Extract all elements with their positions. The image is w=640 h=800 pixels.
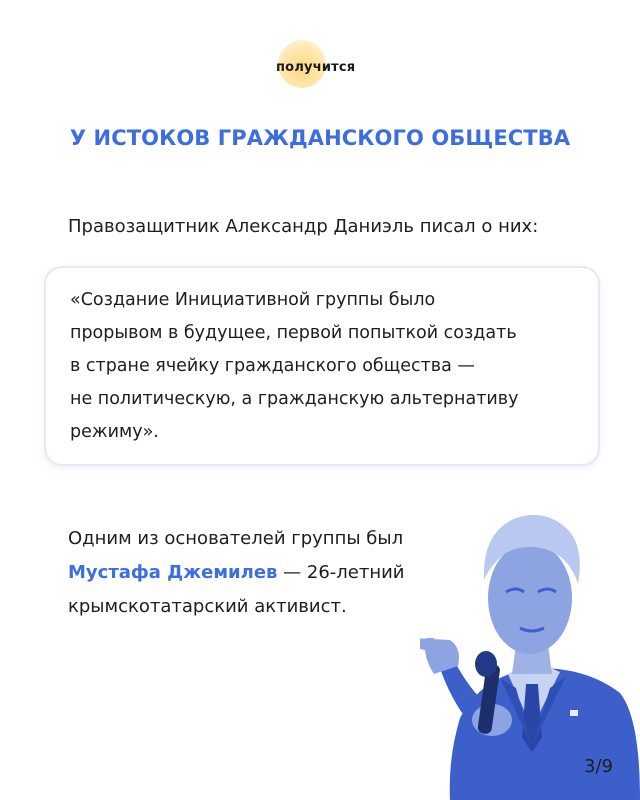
page-number: 3/9 [584, 756, 613, 777]
quote-line: режиму». [70, 422, 159, 442]
quote-line: прорывом в будущее, первой попыткой создать [70, 323, 517, 343]
logo-text: получится [276, 60, 356, 75]
quote-line: «Создание Инициативной группы было [70, 290, 436, 310]
founder-line-3: крымскотатарский активист. [68, 596, 347, 617]
microphone-head [475, 651, 497, 677]
page-title: У ИСТОКОВ ГРАЖДАНСКОГО ОБЩЕСТВА [69, 126, 571, 150]
quote-line: в стране ячейку гражданского общества — [70, 356, 475, 376]
quote-box [44, 266, 600, 466]
logo [268, 40, 378, 80]
quote-line: не политическую, а гражданскую альтернативу [70, 389, 519, 409]
founder-line-2 [68, 556, 468, 590]
lapel-pin-icon [570, 710, 578, 716]
quote-text [70, 284, 582, 449]
founder-text [68, 522, 468, 624]
founder-age: — 26-летний [277, 562, 405, 583]
head-shape [488, 542, 572, 654]
intro-text: Правозащитник Александр Даниэль писал о них: [68, 216, 539, 237]
person-photo [420, 488, 640, 800]
founder-name: Мустафа Джемилев [68, 562, 278, 583]
founder-line-1: Одним из основателей группы был [68, 528, 404, 549]
